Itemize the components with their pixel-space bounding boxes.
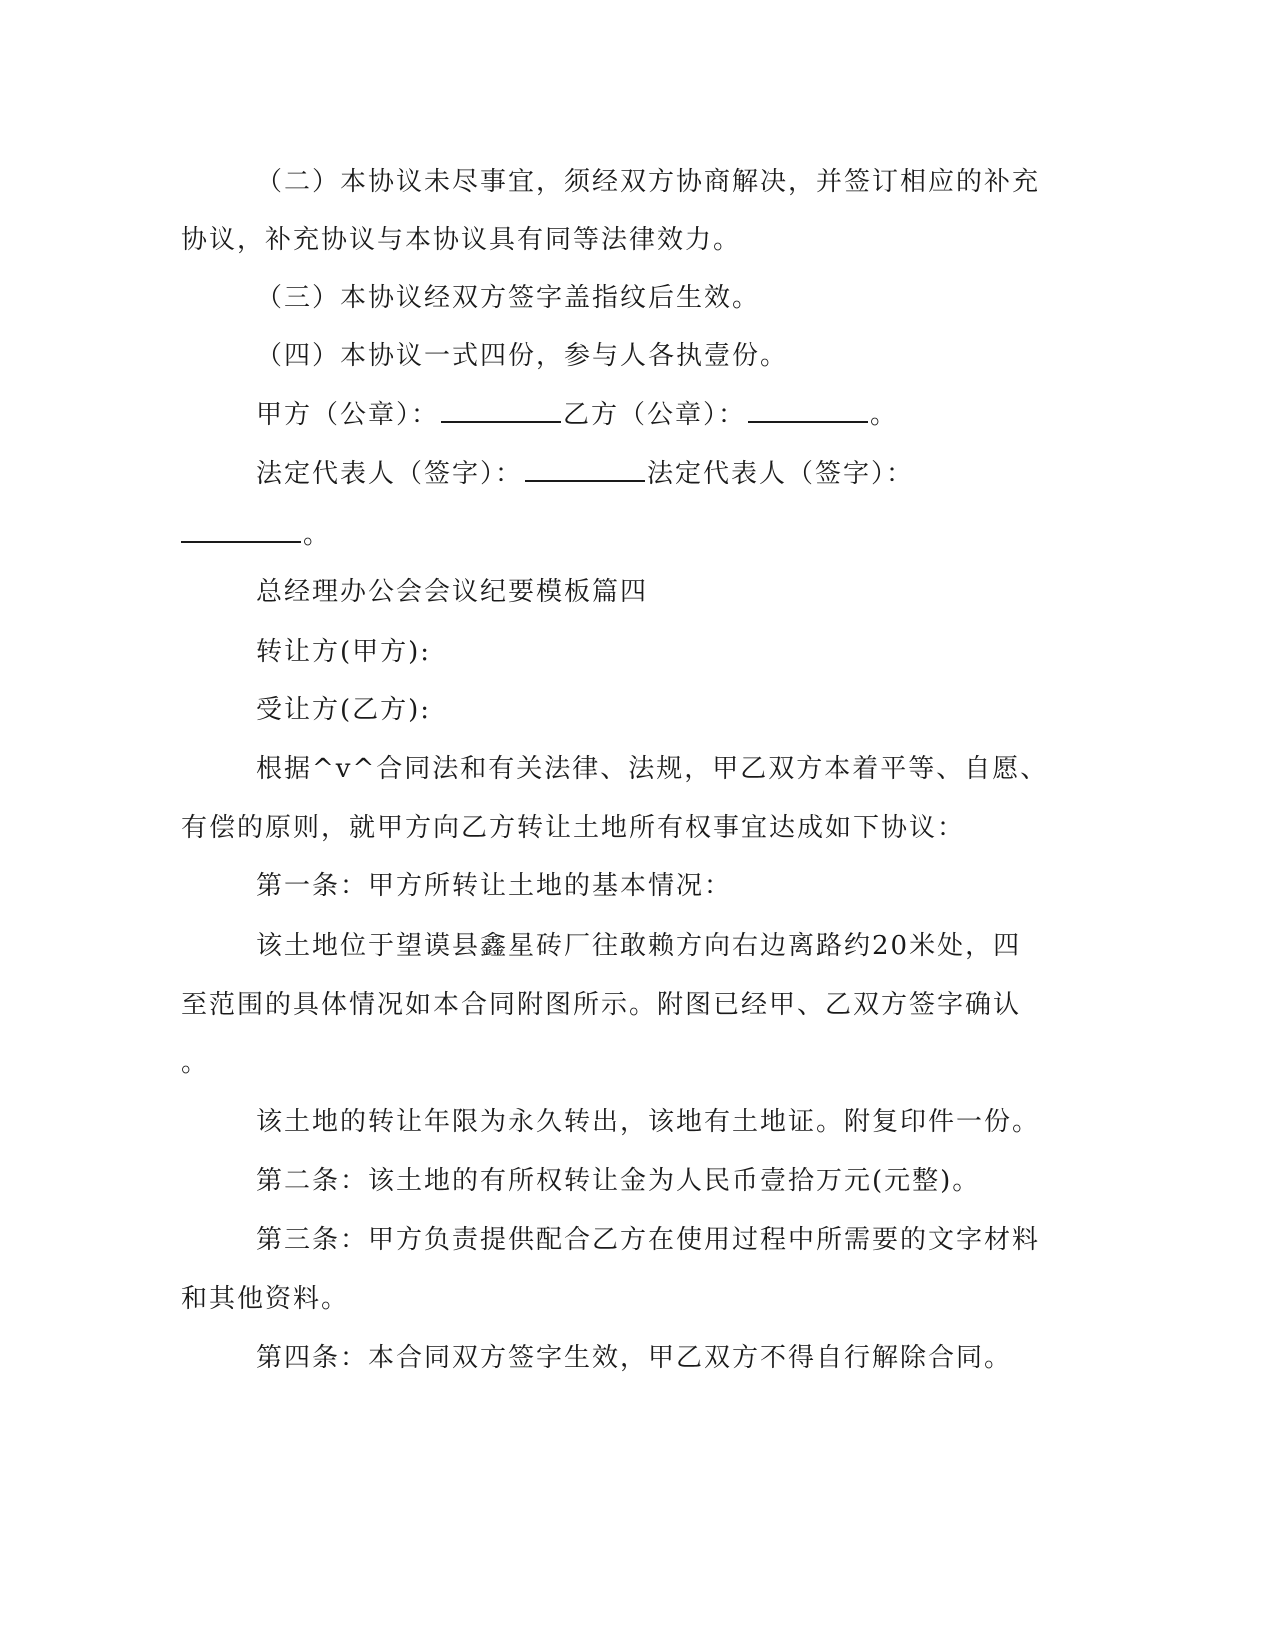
party-a-seal-label: 甲方（公章）： <box>256 400 440 430</box>
article-1-title: 第一条：甲方所转让土地的基本情况： <box>256 871 733 901</box>
article-1-term: 该土地的转让年限为永久转出，该地有土地证。附复印件一份。 <box>256 1107 1041 1137</box>
party-a-rep-label: 法定代表人（签字）： <box>256 459 524 489</box>
seal-line-end: 。 <box>870 400 899 430</box>
intro-line-2: 有偿的原则，就甲方向乙方转让土地所有权事宜达成如下协议： <box>181 813 966 843</box>
party-b-seal-blank[interactable] <box>748 401 868 423</box>
article-1-line-2: 至范围的具体情况如本合同附图所示。附图已经甲、乙双方签字确认 <box>181 990 1022 1020</box>
transferee-label: 受让方(乙方): <box>256 695 432 725</box>
clause-4: （四）本协议一式四份，参与人各执壹份。 <box>256 341 789 371</box>
seal-signature-line <box>256 398 1136 432</box>
representative-signature-continuation <box>181 518 1061 552</box>
clause-2-line-2: 协议，补充协议与本协议具有同等法律效力。 <box>181 225 742 255</box>
transferor-label: 转让方(甲方): <box>256 637 432 667</box>
article-1-line-3: 。 <box>181 1048 210 1078</box>
article-3-line-1: 第三条：甲方负责提供配合乙方在使用过程中所需要的文字材料 <box>256 1225 1041 1255</box>
article-4: 第四条：本合同双方签字生效，甲乙双方不得自行解除合同。 <box>256 1343 1013 1373</box>
intro-line-1: 根据^v^合同法和有关法律、法规，甲乙双方本着平等、自愿、 <box>256 754 1049 784</box>
representative-signature-line <box>256 457 1136 491</box>
article-3-line-2: 和其他资料。 <box>181 1284 350 1314</box>
party-a-seal-blank[interactable] <box>441 401 561 423</box>
party-b-rep-blank[interactable] <box>181 521 301 543</box>
clause-3: （三）本协议经双方签字盖指纹后生效。 <box>256 283 761 313</box>
section-title: 总经理办公会会议纪要模板篇四 <box>256 577 649 607</box>
rep-line-end: 。 <box>303 520 332 550</box>
party-b-rep-label: 法定代表人（签字）： <box>647 459 915 489</box>
article-2: 第二条：该土地的有所权转让金为人民币壹拾万元(元整)。 <box>256 1166 981 1196</box>
article-1-line-1: 该土地位于望谟县鑫星砖厂往敢赖方向右边离路约20米处，四 <box>256 931 1022 961</box>
party-b-seal-label: 乙方（公章）： <box>563 400 747 430</box>
clause-2-line-1: （二）本协议未尽事宜，须经双方协商解决，并签订相应的补充 <box>256 167 1041 197</box>
party-a-rep-blank[interactable] <box>525 460 645 482</box>
